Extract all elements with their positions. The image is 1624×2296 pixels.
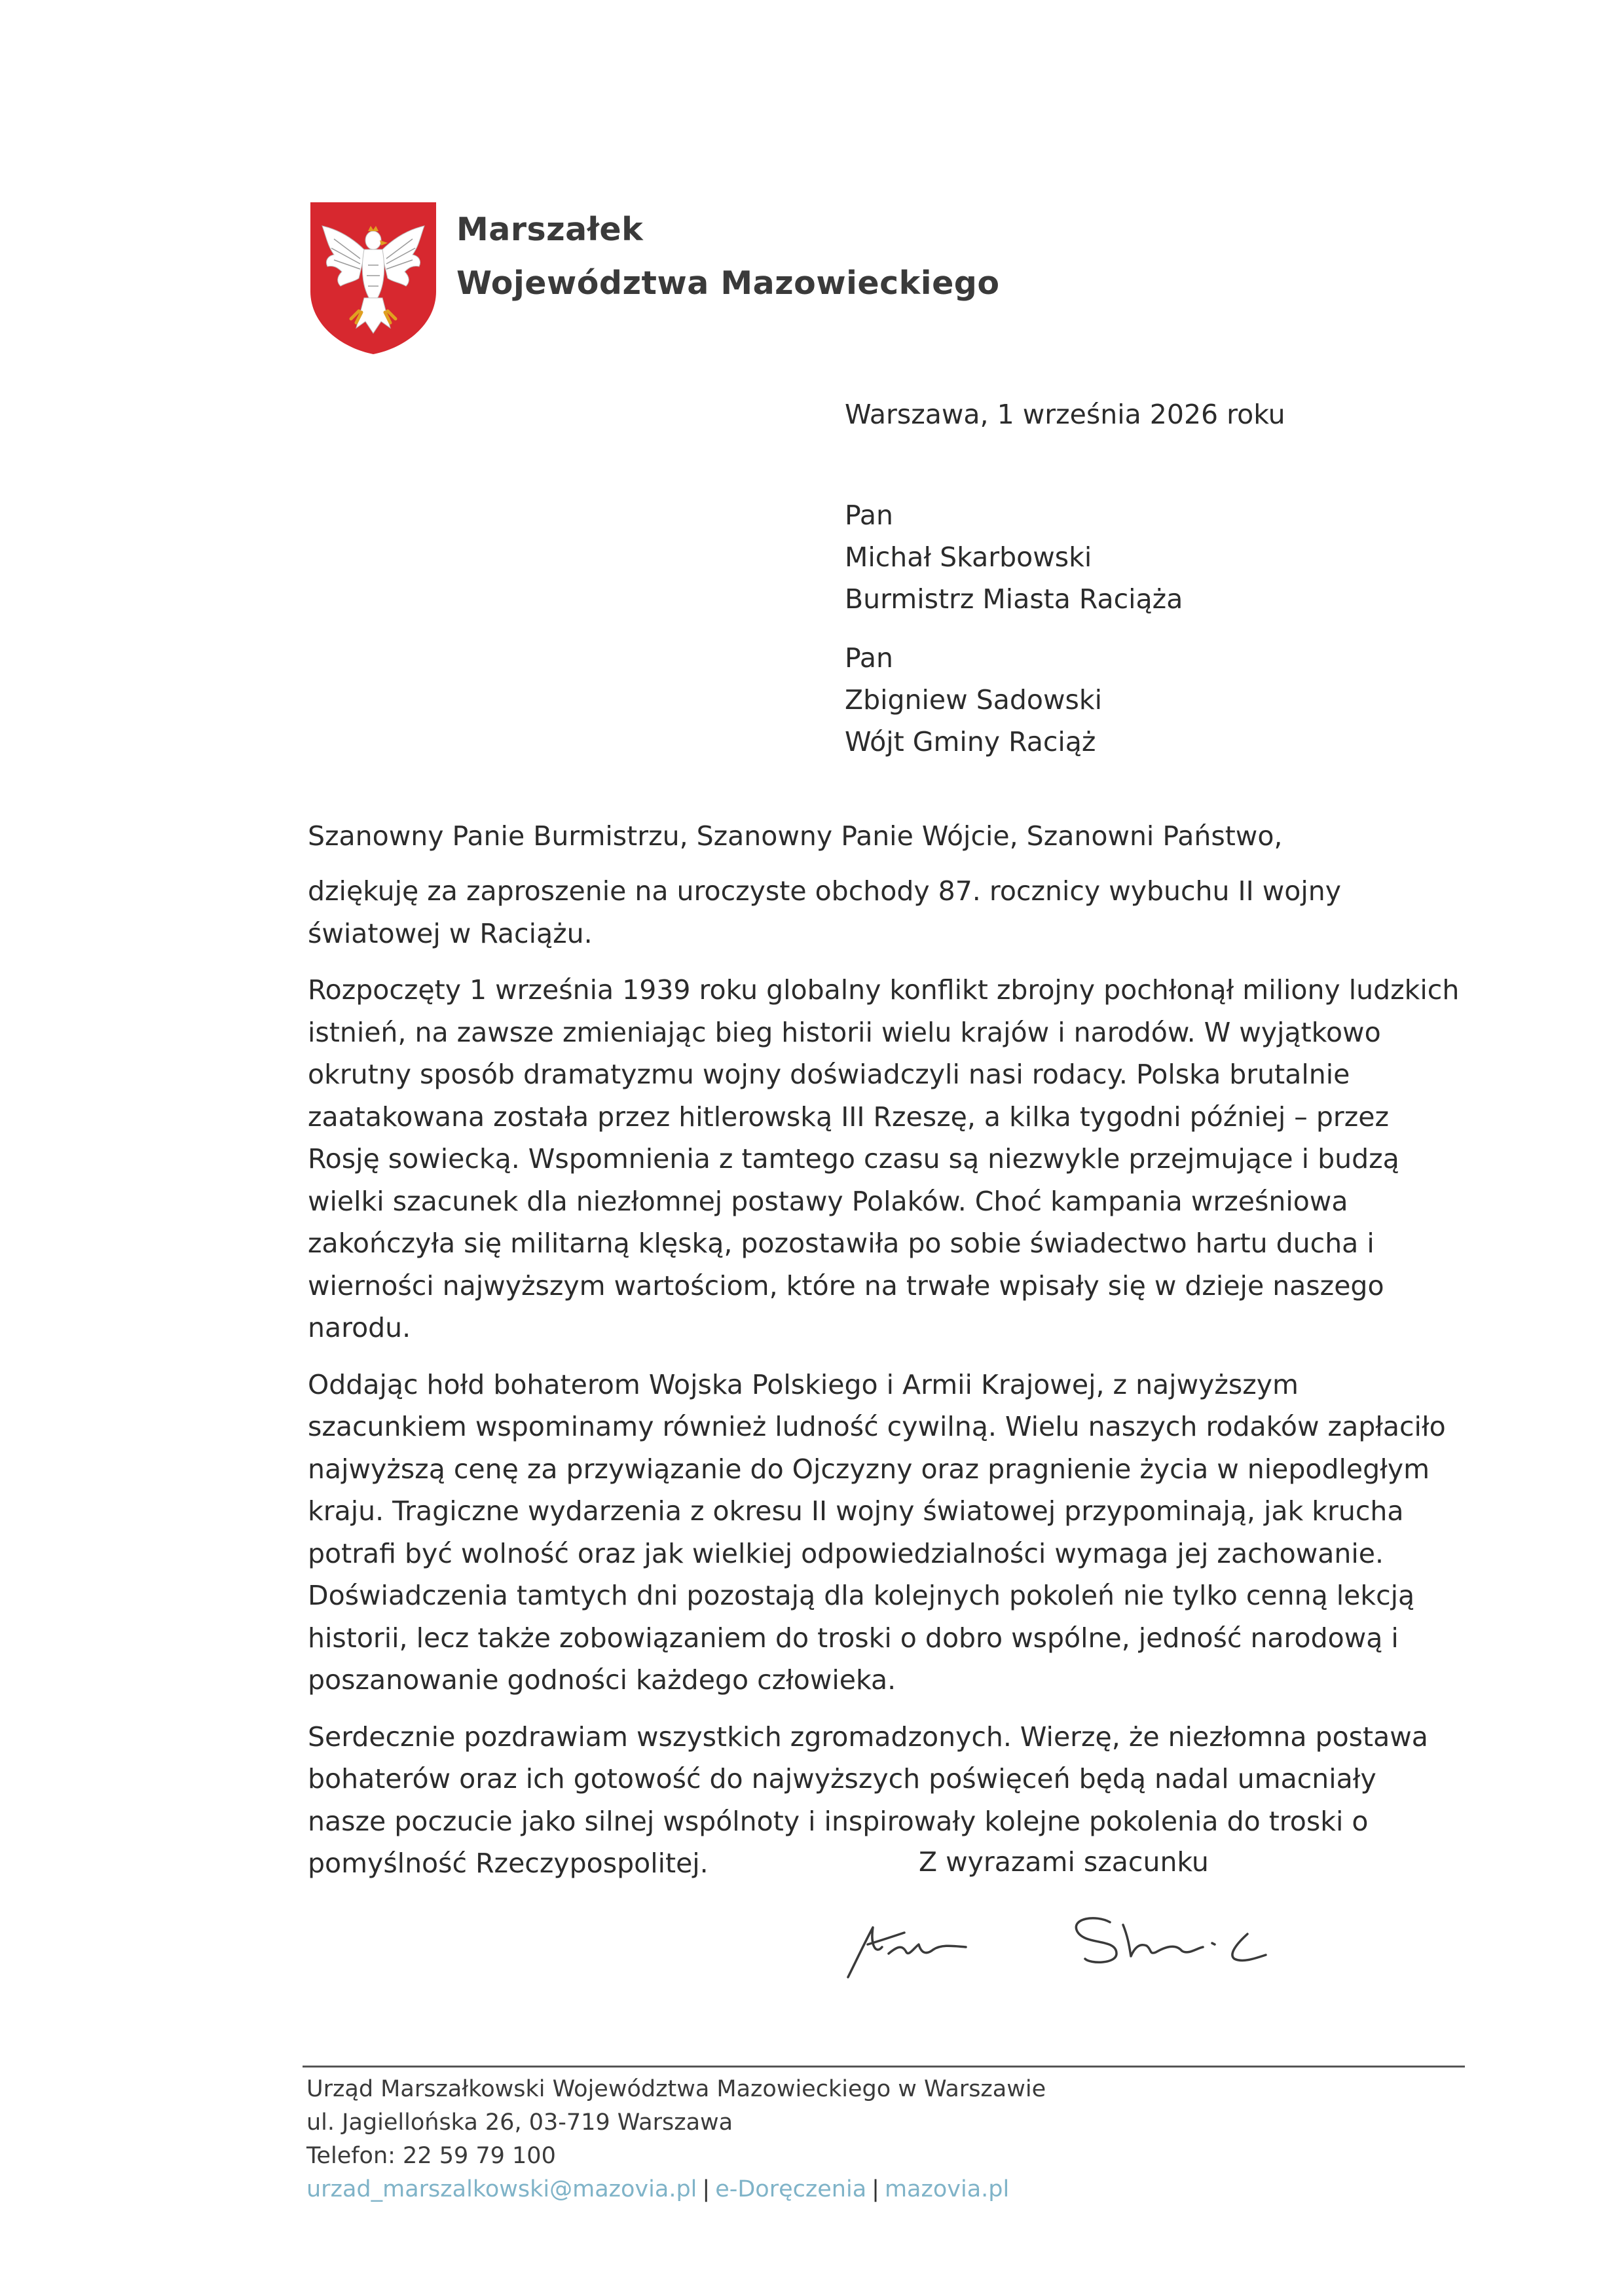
recipient-block — [845, 494, 1183, 620]
footer-address: ul. Jagiellońska 26, 03-719 Warszawa — [306, 2109, 733, 2136]
letter-body — [308, 870, 1460, 1899]
issuer-title-line2: Województwa Mazowieckiego — [456, 264, 1000, 302]
email-link[interactable]: urzad_marszalkowski@mazovia.pl — [306, 2176, 697, 2202]
footer-phone: Telefon: 22 59 79 100 — [306, 2143, 556, 2169]
issuer-title — [456, 203, 1000, 310]
body-paragraph: dziękuję za zaproszenie na uroczyste obchody 87. rocznicy wybuchu II wojny światowej w Raciążu. — [308, 875, 1342, 949]
footer — [306, 2073, 1046, 2206]
footer-office: Urząd Marszałkowski Województwa Mazowieckiego w Warszawie — [306, 2076, 1046, 2102]
footer-links — [306, 2173, 1046, 2206]
footer-divider — [303, 2066, 1465, 2068]
edelivery-link[interactable]: e-Doręczenia — [715, 2176, 867, 2202]
recipient-role: Wójt Gminy Raciąż — [845, 726, 1096, 757]
recipient-name: Michał Skarbowski — [845, 541, 1092, 573]
place-date: Warszawa, 1 września 2026 roku — [845, 399, 1285, 430]
body-paragraph: Serdecznie pozdrawiam wszystkich zgromadzonych. Wierzę, że niezłomna postawa bohaterów oraz ich gotowość do najwyższych poświęceń będą nadal umacniały nasze poczucie jako silnej wspólnoty i inspirowały kolejne pokolenia do troski o pomyślność Rzeczypospolitej. — [308, 1721, 1428, 1879]
letter-closing: Z wyrazami szacunku — [919, 1846, 1209, 1878]
body-paragraph: Rozpoczęty 1 września 1939 roku globalny konflikt zbrojny pochłonął miliony ludzkich istnień, na zawsze zmieniając bieg historii wielu krajów i narodów. W wyjątkowo okrutny sposób dramatyzmu wojny doświadczyli nasi rodacy. Polska brutalnie zaatakowana została przez hitlerowską III Rzeszę, a kilka tygodni później – przez Rosję sowiecką. Wspomnienia z tamtego czasu są niezwykle przejmujące i budzą wielki szacunek dla niezłomnej postawy Polaków. Choć kampania wrześniowa zakończyła się militarną klęską, pozostawiła po sobie świadectwo hartu ducha i wierności najwyższym wartościom, które na trwałe wpisały się w dzieje naszego narodu. — [308, 974, 1460, 1343]
issuer-title-line1: Marszałek — [456, 211, 644, 248]
recipient-salutation: Pan — [845, 500, 893, 531]
recipient-salutation: Pan — [845, 642, 893, 674]
website-link[interactable]: mazovia.pl — [884, 2176, 1010, 2202]
letter-opening: Szanowny Panie Burmistrzu, Szanowny Panie Wójcie, Szanowni Państwo, — [308, 820, 1283, 852]
link-separator: | — [702, 2176, 710, 2202]
recipient-role: Burmistrz Miasta Raciąża — [845, 583, 1183, 615]
body-paragraph: Oddając hołd bohaterom Wojska Polskiego i Armii Krajowej, z najwyższym szacunkiem wspominamy również ludność cywilną. Wielu naszych rodaków zapłaciło najwyższą cenę za przywiązanie do Ojczyzny oraz pragnienie życia w niepodległym kraju. Tragiczne wydarzenia z okresu II wojny światowej przypominają, jak krucha potrafi być wolność oraz jak wielkiej odpowiedzialności wymaga jej zachowanie. Doświadczenia tamtych dni pozostają dla kolejnych pokoleń nie tylko cenną lekcją historii, lecz także zobowiązaniem do troski o dobro wspólne, jedność narodową i poszanowanie godności każdego człowieka. — [308, 1368, 1446, 1696]
recipient-block — [845, 637, 1102, 763]
link-separator: | — [872, 2176, 879, 2202]
handwritten-signature — [841, 1899, 1300, 1990]
recipient-name: Zbigniew Sadowski — [845, 684, 1102, 716]
mazovia-eagle-crest-icon — [308, 200, 439, 357]
